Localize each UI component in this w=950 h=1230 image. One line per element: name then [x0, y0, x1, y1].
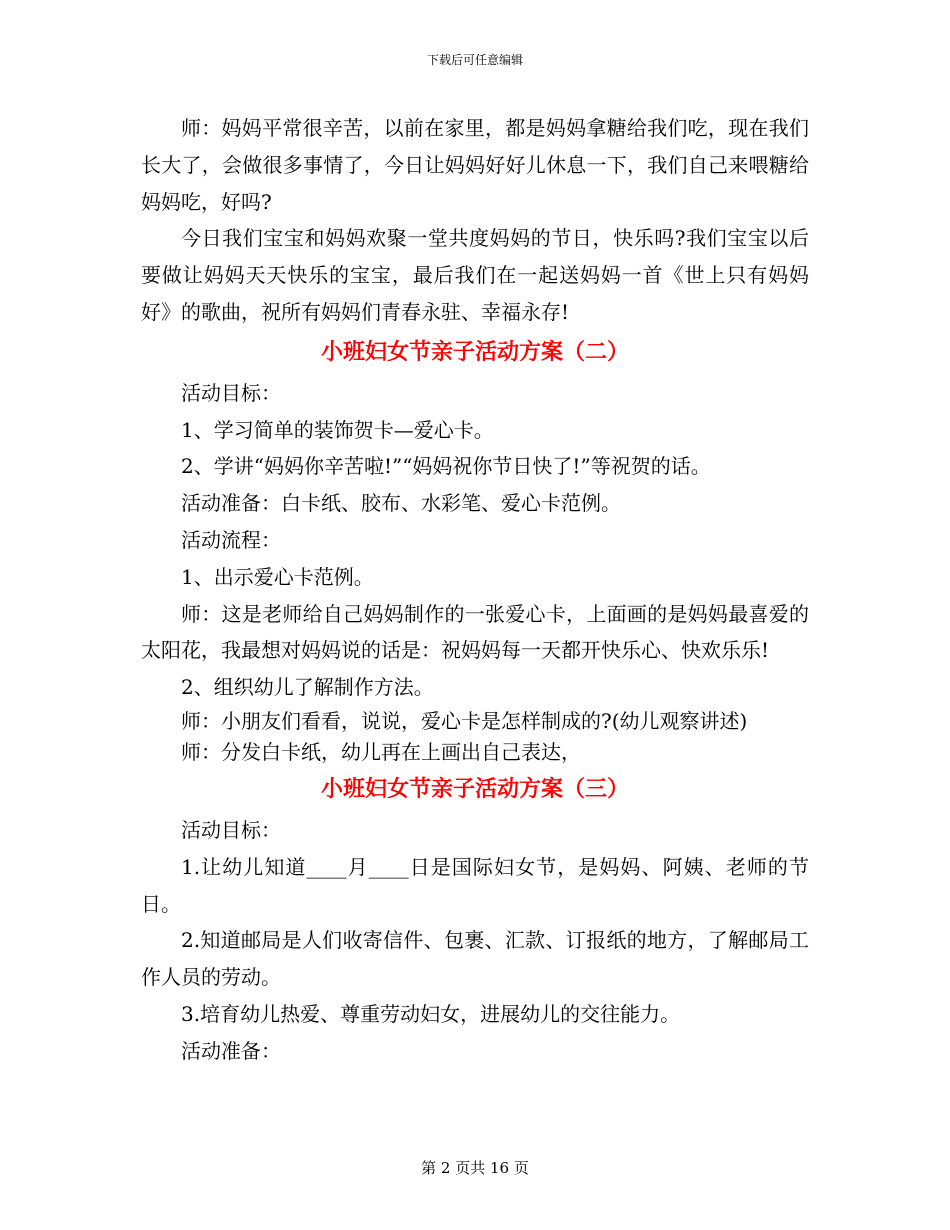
paragraph: 2、组织幼儿了解制作方法。 — [181, 675, 434, 700]
page-footer: 第 2 页共 16 页 — [421, 1159, 529, 1177]
paragraph: 师：这是老师给自己妈妈制作的一张爱心卡，上面画的是妈妈最喜爱的太阳花，我最想对妈妈说的话是：祝妈妈每一天都开快乐心、快欢乐乐! — [141, 601, 809, 663]
paragraph: 1.让幼儿知道____月____日是国际妇女节，是妈妈、阿姨、老师的节日。 — [141, 854, 809, 916]
paragraph: 3.培育幼儿热爱、尊重劳动妇女，进展幼儿的交往能力。 — [181, 1001, 681, 1026]
paragraph: 师：妈妈平常很辛苦，以前在家里，都是妈妈拿糖给我们吃，现在我们长大了，会做很多事情了，今日让妈妈好好儿休息一下，我们自己来喂糖给妈妈吃，好吗? — [141, 116, 809, 214]
paragraph: 1、学习简单的装饰贺卡—爱心卡。 — [181, 417, 494, 442]
paragraph: 今日我们宝宝和妈妈欢聚一堂共度妈妈的节日，快乐吗?我们宝宝以后要做让妈妈天天快乐的宝宝，最后我们在一起送妈妈一首《世上只有妈妈好》的歌曲，祝所有妈妈们青春永驻、幸福永存! — [141, 226, 809, 324]
paragraph: 1、出示爱心卡范例。 — [181, 564, 374, 589]
paragraph: 师：小朋友们看看，说说，爱心卡是怎样制成的?(幼儿观察讲述) — [181, 708, 748, 733]
paragraph: 活动准备：白卡纸、胶布、水彩笔、爱心卡范例。 — [181, 491, 621, 516]
paragraph: 2、学讲“妈妈你辛苦啦!”“妈妈祝你节日快了!”等祝贺的话。 — [181, 454, 711, 479]
paragraph: 活动目标： — [181, 817, 281, 842]
section-title: 小班妇女节亲子活动方案（三） — [320, 776, 629, 802]
paragraph: 活动目标： — [181, 380, 281, 405]
page-header: 下载后可任意编辑 — [426, 53, 523, 67]
paragraph: 活动准备： — [181, 1038, 281, 1063]
paragraph: 师：分发白卡纸，幼儿再在上画出自己表达， — [181, 739, 581, 764]
document-body — [141, 110, 809, 1070]
paragraph: 2.知道邮局是人们收寄信件、包裹、汇款、订报纸的地方，了解邮局工作人员的劳动。 — [141, 928, 809, 990]
section-title: 小班妇女节亲子活动方案（二） — [320, 339, 629, 365]
paragraph: 活动流程： — [181, 527, 281, 552]
